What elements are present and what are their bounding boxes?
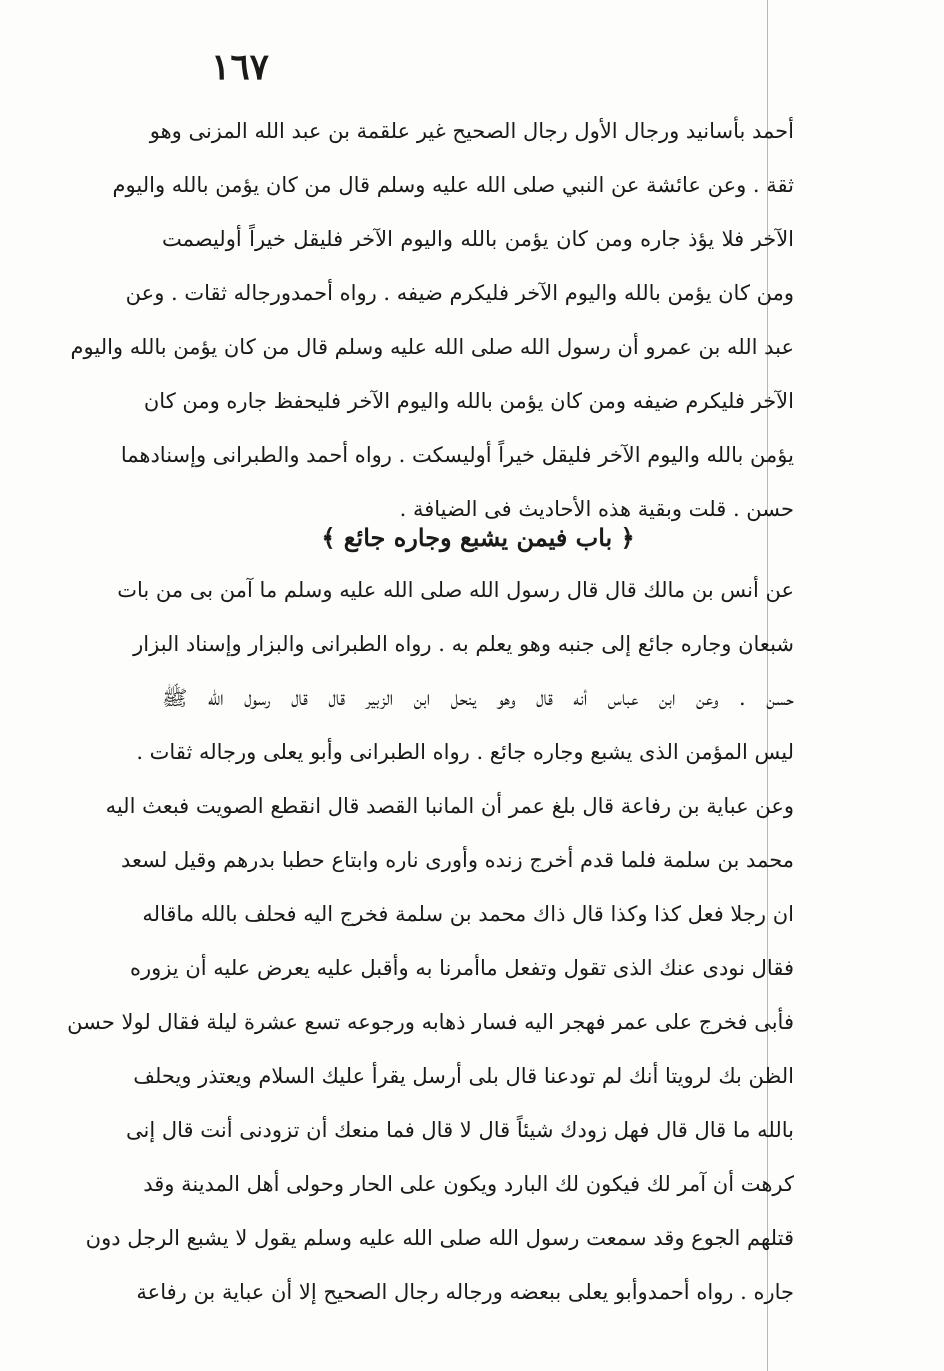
text-line: ليس المؤمن الذى يشبع وجاره جائع . رواه الطبرانى وأبو يعلى ورجاله ثقات . (136, 740, 794, 764)
text-line: وعن عباية بن رفاعة قال بلغ عمر أن المانبا القصد قال انقطع الصويت فبعث اليه (105, 794, 794, 818)
text-line: شبعان وجاره جائع إلى جنبه وهو يعلم به . رواه الطبرانى والبزار وإسناد البزار (133, 632, 794, 656)
text-line: ومن كان يؤمن بالله واليوم الآخر فليكرم ضيفه . رواه أحمدورجاله ثقات . وعن (125, 281, 794, 305)
text-line: الآخر فليكرم ضيفه ومن كان يؤمن بالله واليوم الآخر فليحفظ جاره ومن كان (143, 389, 794, 413)
text-line: يؤمن بالله واليوم الآخر فليقل خيراً أوليسكت . رواه أحمد والطبرانى وإسنادهما (120, 443, 794, 467)
text-line: الظن بك لرويتا أنك لم تودعنا قال بلى أرسل يقرأ عليك السلام ويعتذر ويحلف (133, 1064, 794, 1088)
text-line: قتلهم الجوع وقد سمعت رسول الله صلى الله عليه وسلم يقول لا يشبع الرجل دون (85, 1226, 794, 1250)
text-line: حسن . وعن ابن عباس أنه قال وهو ينحل ابن الزبير قال قال رسول الله ﷺ (162, 686, 794, 710)
text-line: عن أنس بن مالك قال قال رسول الله صلى الله عليه وسلم ما آمن بى من بات (117, 578, 794, 602)
text-line: فقال نودى عنك الذى تقول وتفعل ماأمرنا به وأقبل عليه يعرض عليه أن يزوره (129, 956, 794, 980)
text-line: جاره . رواه أحمدوأبو يعلى ببعضه ورجاله رجال الصحيح إلا أن عباية بن رفاعة (136, 1280, 794, 1304)
chapter-heading: ﴿ باب فيمن يشبع وجاره جائع ﴾ (321, 523, 635, 552)
text-line: عبد الله بن عمرو أن رسول الله صلى الله عليه وسلم قال من كان يؤمن بالله واليوم (70, 335, 794, 359)
text-line: بالله ما قال قال فهل زودك شيئاً قال لا قال فما منعك أن تزودنى أنت قال إنى (126, 1118, 794, 1142)
text-line: حسن . قلت وبقية هذه الأحاديث فى الضيافة . (399, 497, 794, 521)
page-number: ١٦٧ (210, 46, 269, 88)
text-line: محمد بن سلمة فلما قدم أخرج زنده وأورى ناره وابتاع حطبا بدرهم وقيل لسعد (121, 848, 794, 872)
text-line: كرهت أن آمر لك فيكون لك البارد ويكون على الحار وحولى أهل المدينة وقد (143, 1172, 794, 1196)
text-line: ان رجلا فعل كذا وكذا قال ذاك محمد بن سلمة فخرج اليه فحلف بالله ماقاله (142, 902, 794, 926)
text-section-bottom (67, 563, 794, 1319)
text-line: الآخر فلا يؤذ جاره ومن كان يؤمن بالله واليوم الآخر فليقل خيراً أوليصمت (162, 227, 794, 251)
text-line: أحمد بأسانيد ورجال الأول رجال الصحيح غير علقمة بن عبد الله المزنى وهو (149, 119, 794, 143)
text-section-top (70, 104, 794, 536)
text-line: ثقة . وعن عائشة عن النبي صلى الله عليه وسلم قال من كان يؤمن بالله واليوم (112, 173, 794, 197)
text-line: فأبى فخرج على عمر فهجر اليه فسار ذهابه ورجوعه تسع عشرة ليلة فقال لولا حسن (67, 1010, 794, 1034)
